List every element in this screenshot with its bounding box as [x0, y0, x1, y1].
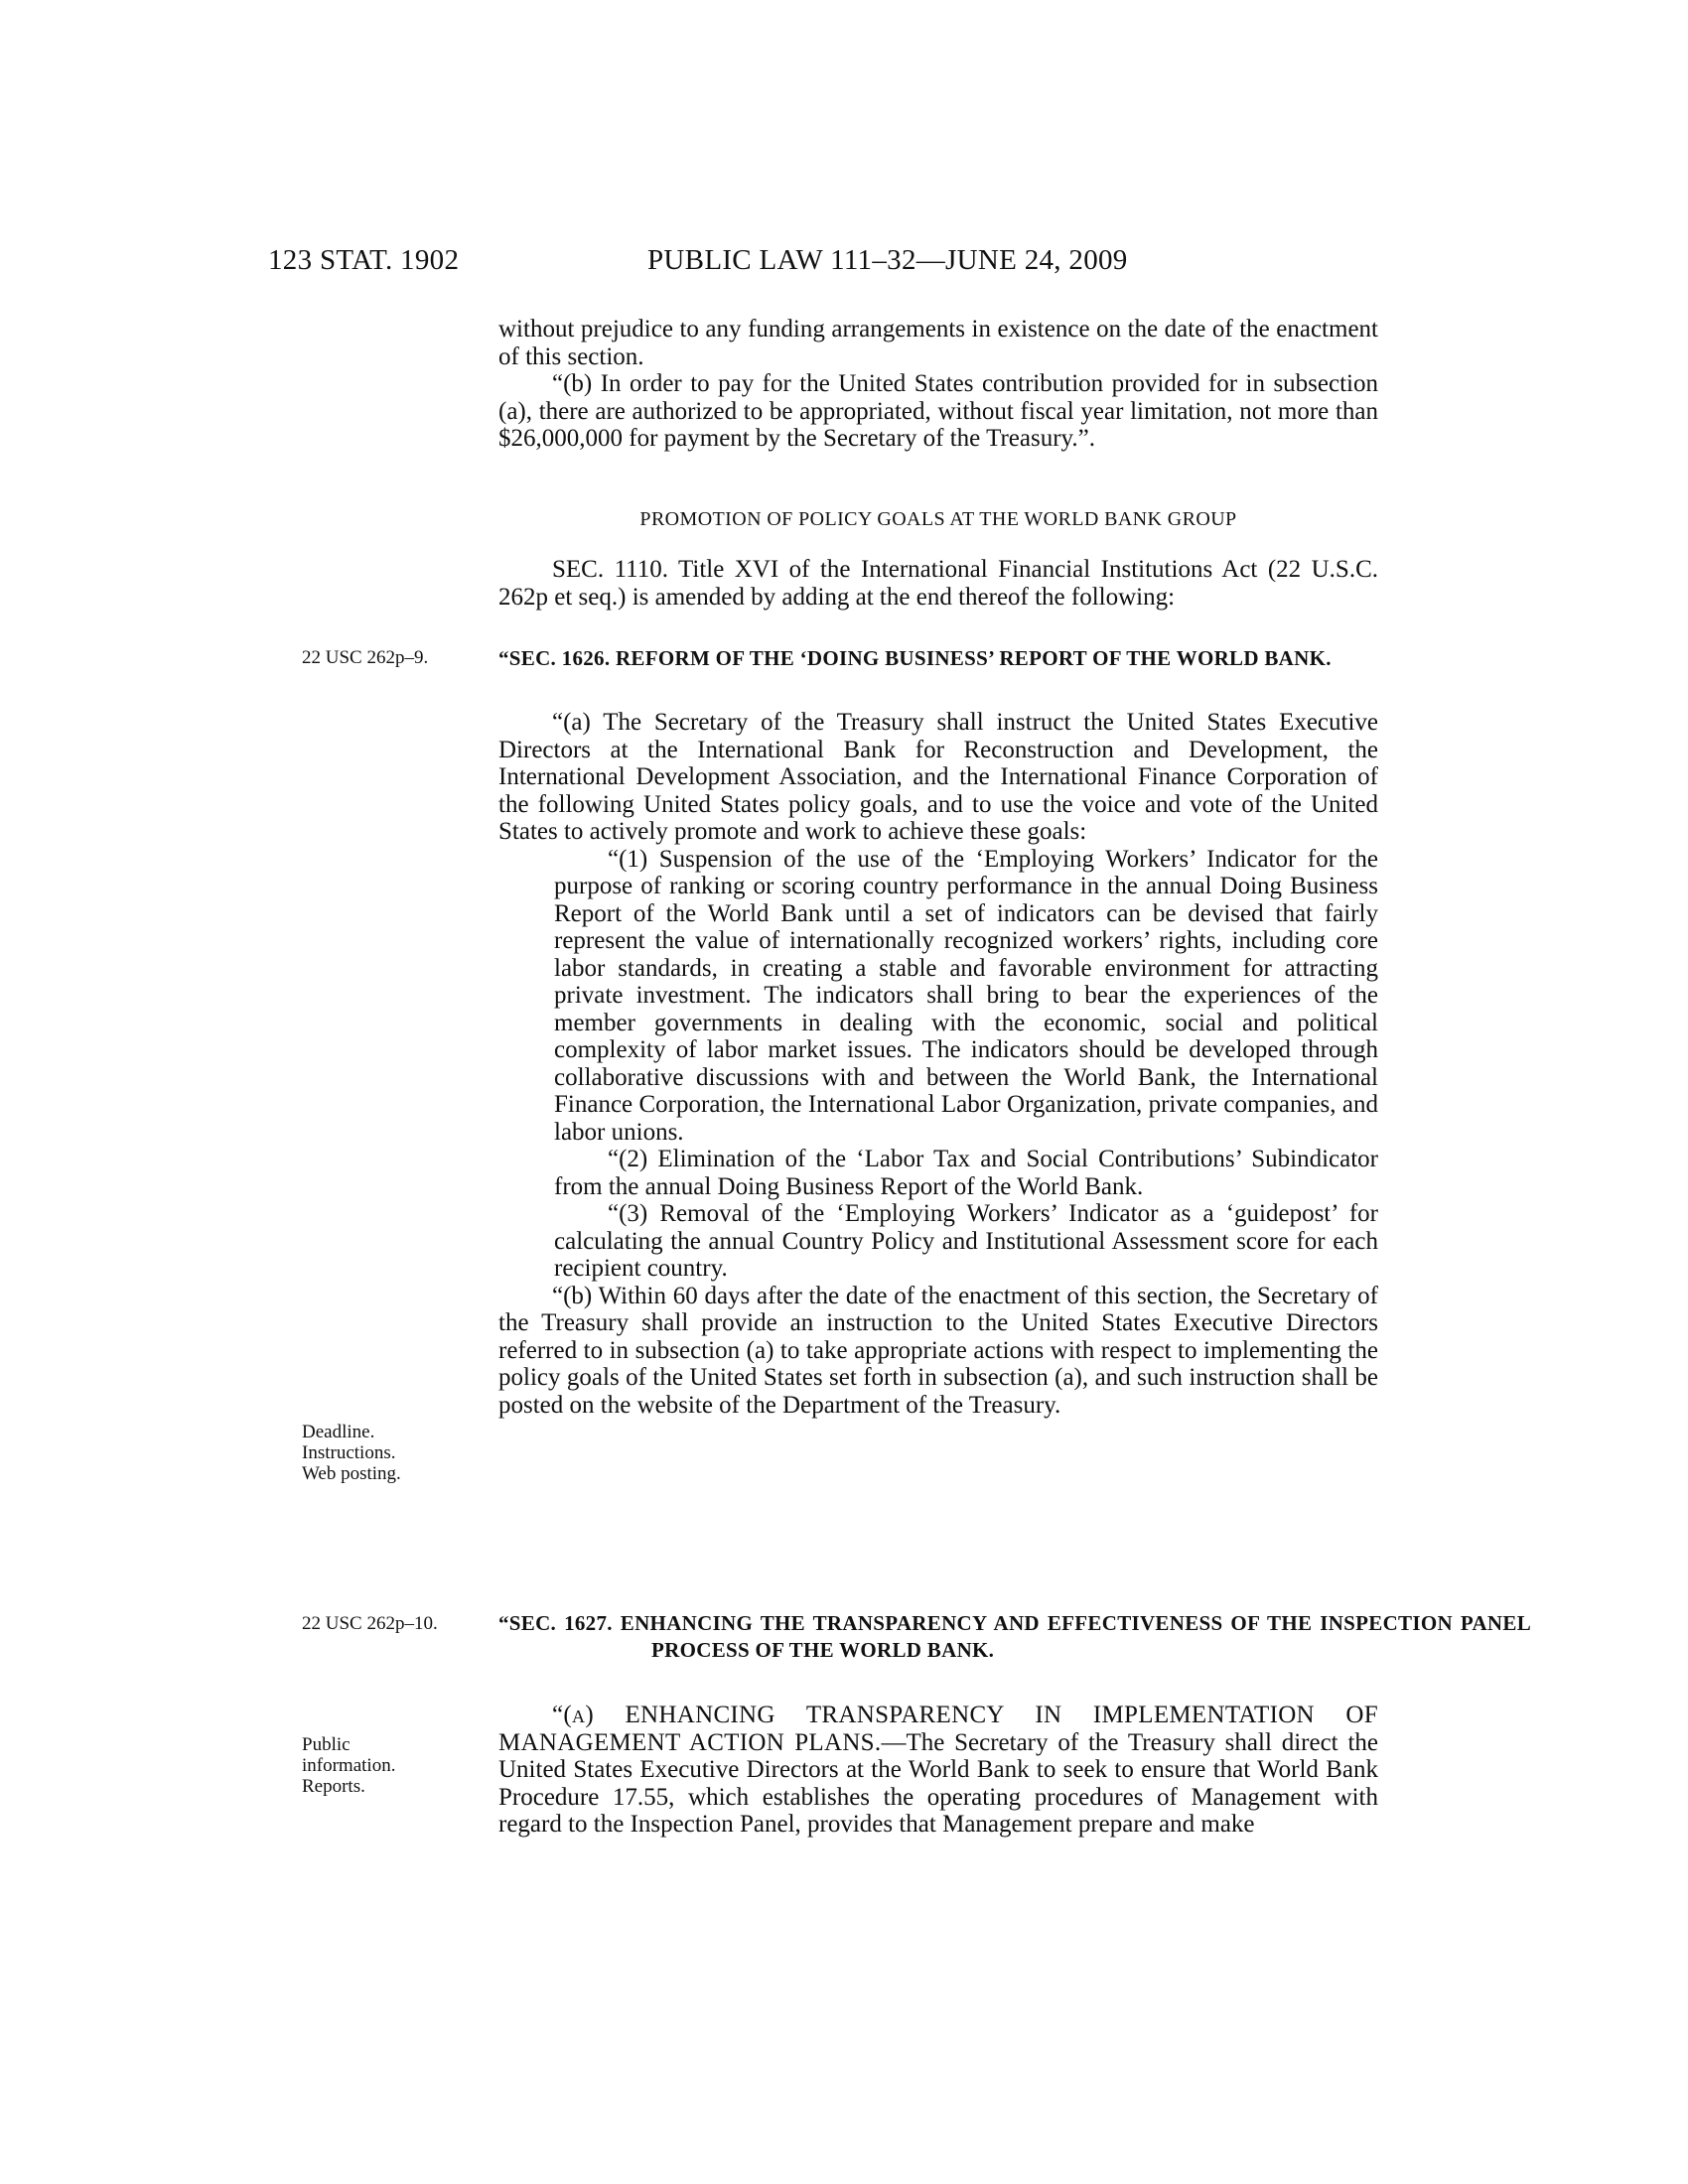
- paragraph-sec-1626-b: “(b) Within 60 days after the date of the enactment of this section, the Secretary of the Treasury shall provide an instruction to the United States Executive Directors referred to in subsection (a) to take appropriate actions with respect to implementing the policy goals of the United States set forth in subsection (a), and such instruction shall be posted on the website of the Department of the Treasury.: [498, 1282, 1378, 1419]
- margin-note-deadline: [302, 1422, 401, 1484]
- section-title: PROMOTION OF POLICY GOALS AT THE WORLD BANK GROUP: [639, 508, 1237, 530]
- margin-note-line: Deadline.: [302, 1422, 375, 1442]
- paragraph-continuation: without prejudice to any funding arrangements in existence on the date of the enactment of this section.: [498, 316, 1378, 370]
- margin-note-line: information.: [302, 1755, 396, 1776]
- list-item-1: “(1) Suspension of the use of the ‘Employing Workers’ Indicator for the purpose of ranking or scoring country performance in the annual Doing Business Report of the World Bank until a set of indicators can be devised that fairly represent the value of internationally recognized workers’ rights, including core labor standards, in creating a stable and favorable environment for attracting private investment. The indicators shall bring to bear the experiences of the member governments in dealing with the economic, social and political complexity of labor market issues. The indicators should be developed through collaborative discussions with and between the World Bank, the International Finance Corporation, the International Labor Organization, private companies, and labor unions.: [554, 845, 1378, 1146]
- margin-note-line: Public: [302, 1734, 351, 1755]
- margin-note-line: Instructions.: [302, 1442, 396, 1463]
- subsection-heading: “(a) ENHANCING TRANSPARENCY IN IMPLEMENTATION OF MANAGEMENT ACTION PLANS.: [498, 1702, 1378, 1756]
- margin-note-line: Web posting.: [302, 1463, 401, 1484]
- paragraph-sec-1626-a: “(a) The Secretary of the Treasury shall instruct the United States Executive Directors at the International Bank for Reconstruction and Development, the International Development Association, and the International Finance Corporation of the following United States policy goals, and to use the voice and vote of the United States to actively promote and work to achieve these goals:: [498, 709, 1378, 845]
- subsection-text: —The Secretary of the Treasury shall direct the United States Executive Directors at the World Bank to seek to ensure that World Bank Procedure 17.55, which establishes the operating procedures of Management with regard to the Inspection Panel, provides that Management prepare and make: [498, 1728, 1378, 1838]
- sec-1627-heading: “SEC. 1627. ENHANCING THE TRANSPARENCY AND EFFECTIVENESS OF THE INSPECTION PANEL PROCESS OF THE WORLD BANK.: [498, 1611, 1531, 1662]
- header-stat-citation: 123 STAT. 1902: [268, 244, 460, 276]
- margin-note-public-info: [302, 1734, 395, 1797]
- header-public-law: PUBLIC LAW 111–32—JUNE 24, 2009: [647, 244, 1128, 276]
- paragraph-sec-1110: SEC. 1110. Title XVI of the International Financial Institutions Act (22 U.S.C. 262p et seq.) is amended by adding at the end thereof the following:: [498, 556, 1378, 611]
- margin-note-line: Reports.: [302, 1776, 365, 1797]
- margin-note-usc-262p-10: 22 USC 262p–10.: [302, 1613, 438, 1634]
- paragraph-sec-1627-a: [498, 1702, 1378, 1839]
- margin-note-usc-262p-9: 22 USC 262p–9.: [302, 647, 429, 668]
- list-item-2: “(2) Elimination of the ‘Labor Tax and Social Contributions’ Subindicator from the annual Doing Business Report of the World Bank.: [554, 1146, 1378, 1200]
- paragraph-subsection-b: “(b) In order to pay for the United States contribution provided for in subsection (a), there are authorized to be appropriated, without fiscal year limitation, not more than $26,000,000 for payment by the Secretary of the Treasury.”.: [498, 370, 1378, 452]
- sec-1626-heading: “SEC. 1626. REFORM OF THE ‘DOING BUSINESS’ REPORT OF THE WORLD BANK.: [498, 646, 1332, 670]
- list-item-3: “(3) Removal of the ‘Employing Workers’ Indicator as a ‘guidepost’ for calculating the annual Country Policy and Institutional Assessment score for each recipient country.: [554, 1200, 1378, 1282]
